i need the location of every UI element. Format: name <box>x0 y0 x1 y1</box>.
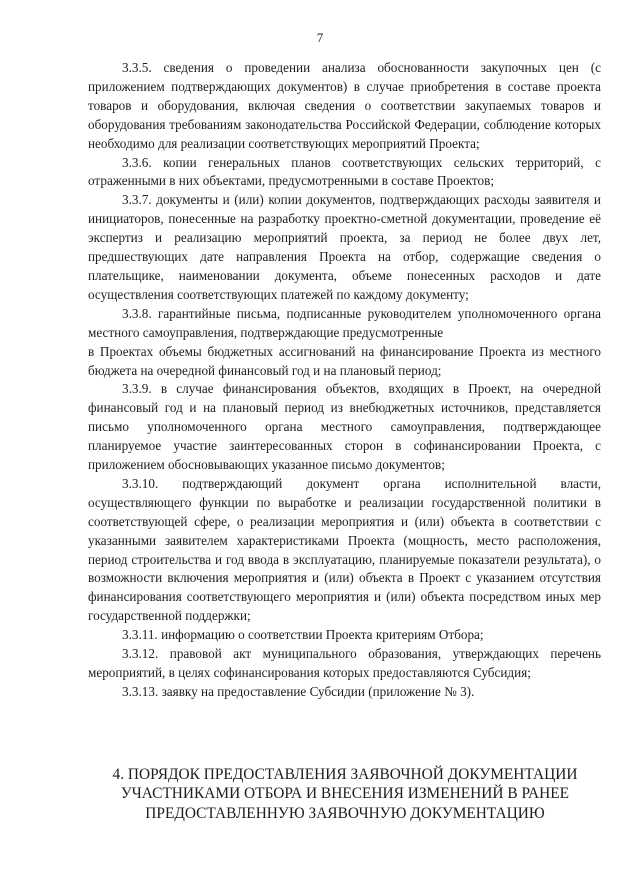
section-heading <box>70 765 620 823</box>
paragraph-3-3-12: 3.3.12. правовой акт муниципального образования, утверждающих перечень мероприятий, в целях софинансирования которых предоставляются Субсидия; <box>88 646 601 680</box>
section-heading-line-3: ПРЕДОСТАВЛЕННУЮ ЗАЯВОЧНУЮ ДОКУМЕНТАЦИЮ <box>145 804 545 822</box>
paragraph-3-3-11: 3.3.11. информацию о соответствии Проекта критериям Отбора; <box>122 627 484 643</box>
paragraph-3-3-8-part-2: в Проектах объемы бюджетных ассигнований на финансирование Проекта из местного бюджета на очередной финансовый год и на плановый период; <box>88 343 601 378</box>
document-body <box>88 59 601 702</box>
paragraph-3-3-9: 3.3.9. в случае финансирования объектов, входящих в Проект, на очередной финансовый год и на плановый период из внебюджетных источников, представляется письмо уполномоченного органа местного самоуправления, подтверждающее планируемое участие заинтересованных сторон в софинансировании Проекта, с приложением обосновывающих указанное письмо документов; <box>88 381 601 473</box>
paragraph-3-3-7: 3.3.7. документы и (или) копии документов, подтверждающих расходы заявителя и инициаторов, понесенные на разработку проектно-сметной документации, проведение её экспертиз и реализацию мероприятий проекта, за период не более двух лет, предшествующих дате направления Проекта на отбор, содержащие сведения о плательщике, наименовании документа, объеме понесенных расходов и дате осуществления соответствующих платежей по каждому документу; <box>88 192 601 302</box>
paragraph-3-3-13: 3.3.13. заявку на предоставление Субсидии (приложение № 3). <box>122 683 475 699</box>
paragraph-3-3-8-part-1: 3.3.8. гарантийные письма, подписанные руководителем уполномоченного органа местного самоуправления, подтверждающие предусмотренные <box>88 305 601 340</box>
section-heading-line-2: УЧАСТНИКАМИ ОТБОРА И ВНЕСЕНИЯ ИЗМЕНЕНИЙ В РАНЕЕ <box>120 785 570 803</box>
paragraph-3-3-5: 3.3.5. сведения о проведении анализа обоснованности закупочных цен (с приложением подтверждающих документов) в случае приобретения в составе проекта товаров и оборудования, включая сведения о соответствии закупаемых товаров и оборудования требованиям законодательства Российской Федерации, соблюдение которых необходимо для реализации соответствующих мероприятий Проекта; <box>88 60 601 151</box>
page-number: 7 <box>316 30 324 45</box>
section-heading-line-1: 4. ПОРЯДОК ПРЕДОСТАВЛЕНИЯ ЗАЯВОЧНОЙ ДОКУМЕНТАЦИИ <box>112 766 578 783</box>
paragraph-3-3-6: 3.3.6. копии генеральных планов соответствующих сельских территорий, с отраженными в них объектами, предусмотренными в составе Проектов; <box>88 154 601 189</box>
paragraph-3-3-10: 3.3.10. подтверждающий документ органа исполнительной власти, осуществляющего функции по выработке и реализации государственной политики в соответствующей сфере, о реализации мероприятия и (или) объекта в соответствии с указанными заявителем характеристиками Проекта (мощность, место расположения, период строительства и год ввода в эксплуатацию, планируемые показатели результата), о возможности включения мероприятия и (или) объекта в Проект с указанием отсутствия финансирования соответствующего мероприятия и (или) объекта посредством иных мер государственной поддержки; <box>88 475 601 624</box>
